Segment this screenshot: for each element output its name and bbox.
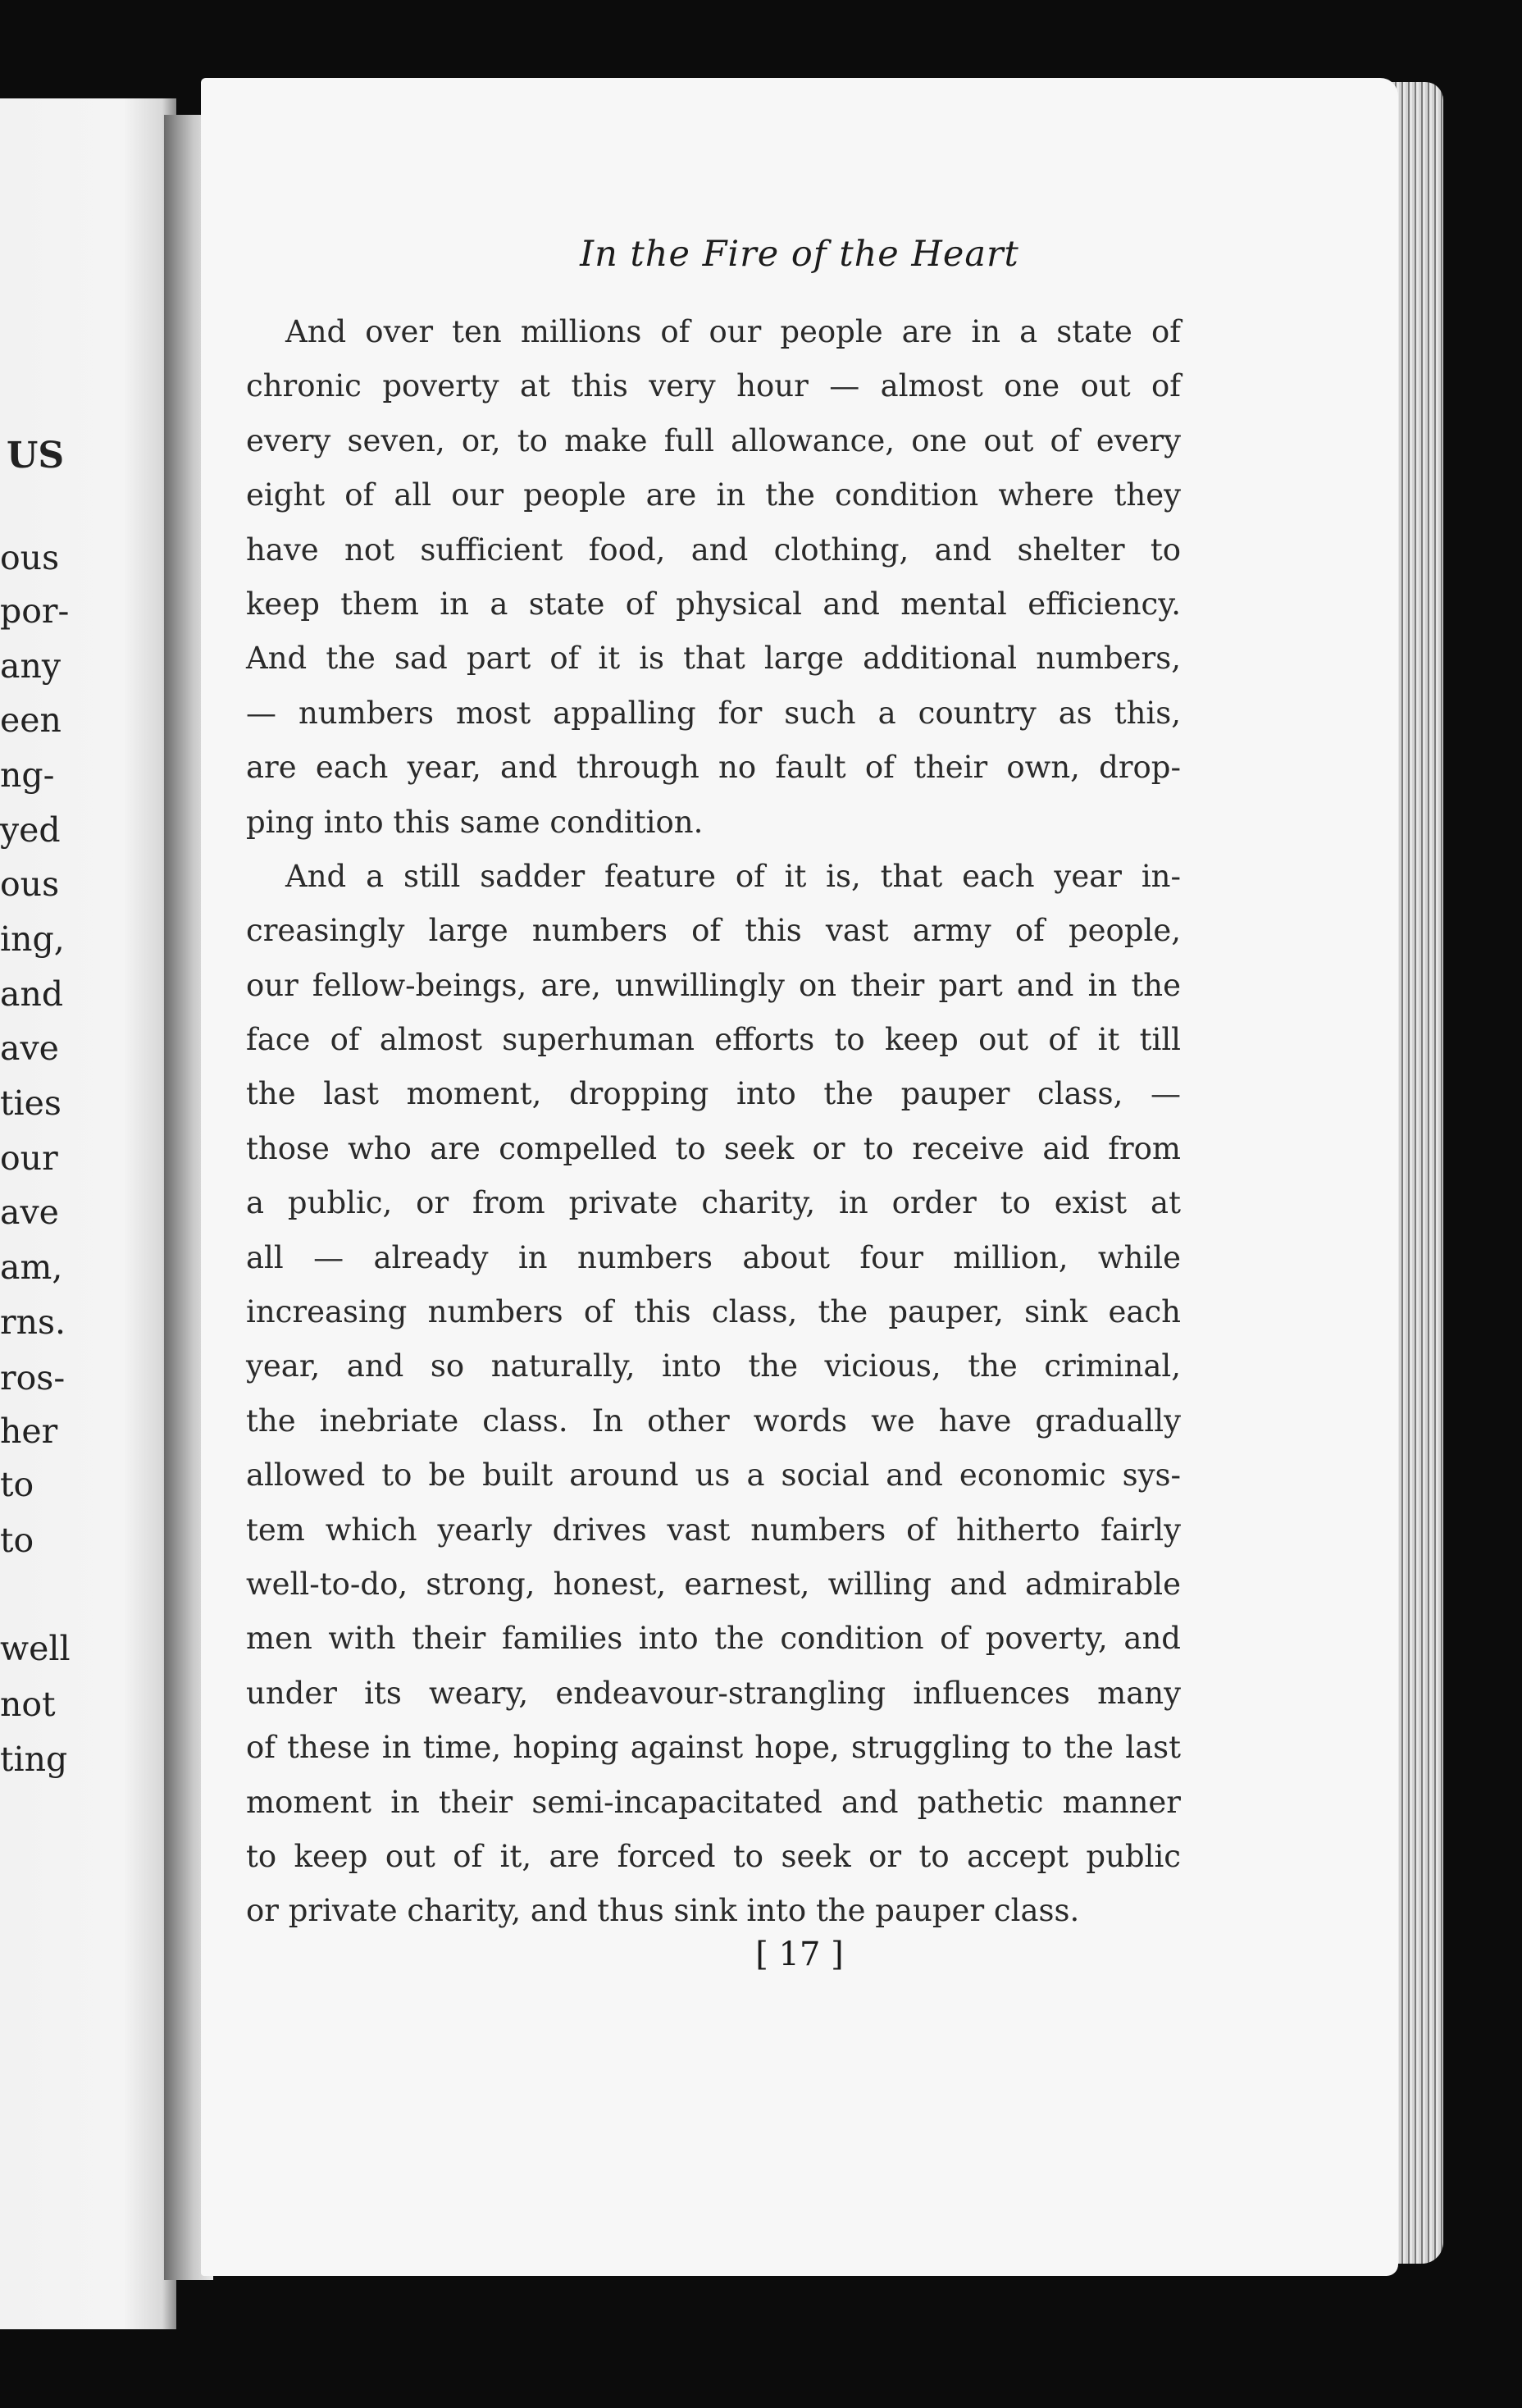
text-line: year, and so naturally, into the vicious, the criminal, <box>246 1348 1181 1384</box>
text-line: creasingly large numbers of this vast army of people, <box>246 913 1181 949</box>
text-line: are each year, and through no fault of their own, drop- <box>246 750 1181 786</box>
text-line: under its weary, endeavour-strangling influences many <box>246 1675 1181 1711</box>
left-page-fragment: een <box>0 700 62 740</box>
left-page-fragment: ting <box>0 1740 68 1779</box>
text-line: the inebriate class. In other words we have gradually <box>246 1402 1181 1439</box>
left-page-fragment: ing, <box>0 919 65 959</box>
text-line: tem which yearly drives vast numbers of hitherto fairly <box>246 1512 1181 1548</box>
left-page-fragment: ng- <box>0 755 55 795</box>
text-line: men with their families into the condition of poverty, and <box>246 1621 1181 1657</box>
text-line: those who are compelled to seek or to receive aid from <box>246 1130 1181 1166</box>
left-page-fragment: and <box>0 974 64 1014</box>
text-line: moment in their semi-incapacitated and pathetic manner <box>246 1784 1181 1820</box>
left-page-fragment: ties <box>0 1083 62 1123</box>
left-page-fragment: yed <box>0 810 61 850</box>
left-page-fragment: well <box>0 1629 71 1668</box>
text-line: increasing numbers of this class, the pauper, sink each <box>246 1294 1181 1330</box>
left-page-fragment: ous <box>0 538 60 577</box>
left-page-fragment: ave <box>0 1193 59 1232</box>
page-number: [ 17 ] <box>755 1936 844 1973</box>
text-line: face of almost superhuman efforts to keep out of it till <box>246 1022 1181 1058</box>
text-line: And the sad part of it is that large additional numbers, <box>246 641 1181 677</box>
text-line: or private charity, and thus sink into the pauper class. <box>246 1893 1080 1929</box>
left-page-fragment: ave <box>0 1028 59 1068</box>
text-line: keep them in a state of physical and mental efficiency. <box>246 586 1181 622</box>
left-page-fragment: her <box>0 1412 58 1451</box>
text-line: And a still sadder feature of it is, that each year in- <box>285 858 1181 894</box>
left-page-fragment: ros- <box>0 1358 66 1398</box>
text-line: to keep out of it, are forced to seek or to accept public <box>246 1838 1181 1874</box>
left-page-fragment: our <box>0 1138 58 1178</box>
left-page-fragment: am, <box>0 1247 63 1287</box>
text-line: our fellow-beings, are, unwillingly on their part and in the <box>246 967 1181 1003</box>
text-line: chronic poverty at this very hour — almost one out of <box>246 368 1181 404</box>
text-line: a public, or from private charity, in order to exist at <box>246 1185 1181 1221</box>
text-line: every seven, or, to make full allowance, one out of every <box>246 422 1181 458</box>
text-line: — numbers most appalling for such a country as this, <box>246 695 1181 731</box>
text-line: the last moment, dropping into the pauper class, — <box>246 1076 1181 1112</box>
text-line: all — already in numbers about four million, while <box>246 1239 1181 1275</box>
text-line: well-to-do, strong, honest, earnest, willing and admirable <box>246 1566 1181 1602</box>
left-page-fragment: to <box>0 1465 34 1504</box>
running-head: In the Fire of the Heart <box>580 234 1019 275</box>
left-facing-page <box>0 98 176 2329</box>
text-line: ping into this same condition. <box>246 804 704 840</box>
text-line: And over ten millions of our people are in a state of <box>285 314 1181 349</box>
text-line: have not sufficient food, and clothing, and shelter to <box>246 531 1181 568</box>
left-page-fragment: to <box>0 1521 34 1560</box>
text-line: allowed to be built around us a social and economic sys- <box>246 1457 1181 1494</box>
left-page-fragment: rns. <box>0 1302 66 1342</box>
left-page-fragment: US <box>7 435 65 477</box>
left-page-fragment: any <box>0 646 62 686</box>
text-line: eight of all our people are in the condition where they <box>246 477 1181 513</box>
left-page-fragment: not <box>0 1685 56 1724</box>
body-text <box>246 305 1181 1939</box>
left-page-fragment: por- <box>0 591 70 631</box>
text-line: of these in time, hoping against hope, struggling to the last <box>246 1730 1181 1766</box>
left-page-fragment: ous <box>0 864 60 904</box>
